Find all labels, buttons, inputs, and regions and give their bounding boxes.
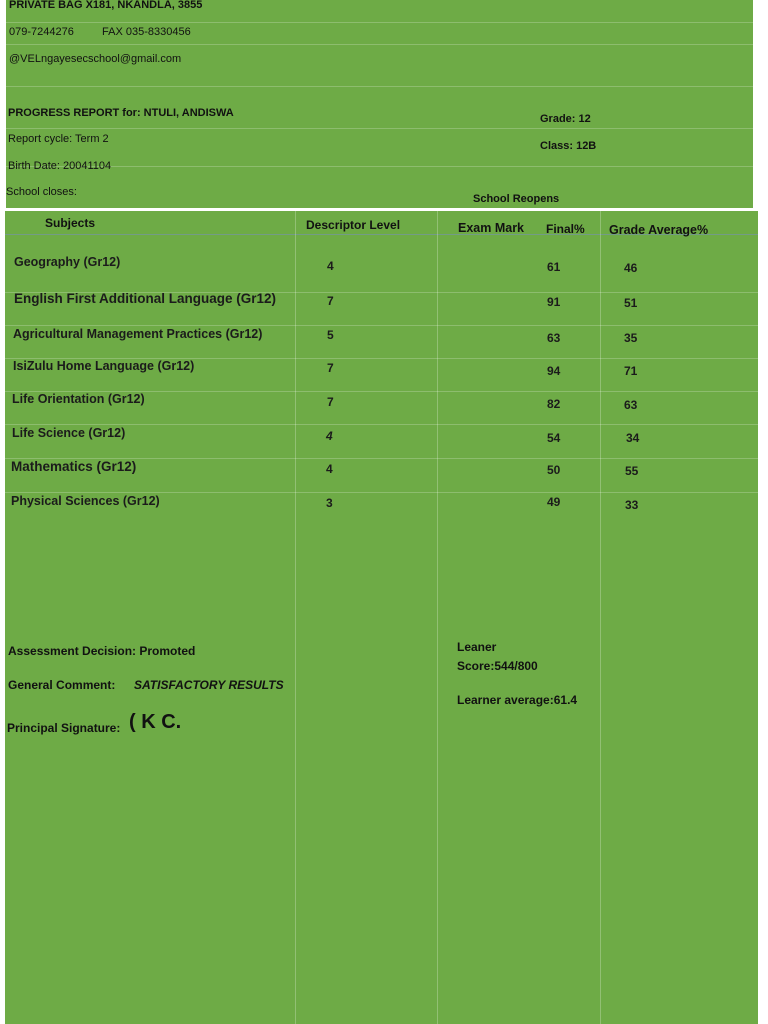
grade-average: 63 [624, 398, 638, 412]
divider [6, 166, 753, 167]
general-comment-label: General Comment: [8, 678, 116, 692]
row-divider [5, 492, 758, 493]
descriptor-level: 7 [327, 294, 334, 308]
descriptor-level: 5 [327, 328, 334, 342]
grade-average: 35 [624, 331, 638, 345]
final-percent: 91 [547, 295, 561, 309]
subject-name: Life Orientation (Gr12) [12, 392, 145, 406]
learner-score-label: Leaner [457, 640, 497, 654]
principal-signature: ( K C. [129, 711, 182, 733]
class-label: Class: 12B [540, 140, 597, 152]
report-header [6, 0, 753, 208]
divider [6, 22, 753, 23]
grade-average: 55 [625, 464, 639, 478]
final-percent: 61 [547, 260, 561, 274]
descriptor-level: 3 [326, 496, 333, 510]
header-final: Final% [546, 222, 585, 236]
divider [6, 86, 753, 87]
descriptor-level: 4 [326, 429, 333, 443]
grade-label: Grade: 12 [540, 113, 591, 125]
header-descriptor-level: Descriptor Level [306, 218, 401, 232]
descriptor-level: 7 [327, 361, 334, 375]
school-reopens: School Reopens [473, 193, 560, 205]
results-table [5, 211, 758, 1024]
subject-name: Agricultural Management Practices (Gr12) [13, 327, 263, 341]
learner-average: Learner average:61.4 [457, 693, 578, 707]
subject-name: IsiZulu Home Language (Gr12) [13, 359, 195, 373]
school-closes: School closes: [6, 186, 77, 198]
divider [6, 128, 753, 129]
grade-average: 34 [626, 431, 640, 445]
final-percent: 54 [547, 431, 561, 445]
school-email[interactable]: @VELngayesecschool@gmail.com [9, 53, 182, 65]
final-percent: 63 [547, 331, 561, 345]
column-divider [437, 211, 438, 1024]
subject-name: Geography (Gr12) [14, 255, 121, 269]
principal-signature-label: Principal Signature: [7, 721, 121, 735]
descriptor-level: 4 [327, 259, 334, 273]
column-divider [295, 211, 296, 1024]
subject-name: Physical Sciences (Gr12) [11, 494, 160, 508]
subject-name: Life Science (Gr12) [12, 426, 126, 440]
progress-report-title: PROGRESS REPORT for: NTULI, ANDISWA [8, 107, 234, 119]
grade-average: 33 [625, 498, 639, 512]
general-comment-value: SATISFACTORY RESULTS [134, 678, 284, 692]
descriptor-level: 7 [327, 395, 334, 409]
school-fax: FAX 035-8330456 [102, 26, 191, 38]
header-subjects: Subjects [45, 216, 96, 230]
header-grade-average: Grade Average% [609, 223, 709, 237]
divider [6, 44, 753, 45]
grade-average: 46 [624, 261, 638, 275]
school-phone: 079-7244276 [9, 26, 74, 38]
report-cycle: Report cycle: Term 2 [8, 133, 109, 145]
subject-name: English First Additional Language (Gr12) [14, 291, 277, 306]
grade-average: 51 [624, 296, 638, 310]
row-divider [5, 325, 758, 326]
final-percent: 49 [547, 495, 561, 509]
learner-score: Score:544/800 [457, 659, 538, 673]
header-exam-mark: Exam Mark [458, 221, 525, 235]
grade-average: 71 [624, 364, 638, 378]
final-percent: 94 [547, 364, 561, 378]
row-divider [5, 424, 758, 425]
assessment-decision: Assessment Decision: Promoted [8, 644, 196, 658]
column-divider [600, 211, 601, 1024]
final-percent: 82 [547, 397, 561, 411]
descriptor-level: 4 [326, 462, 333, 476]
school-address: PRIVATE BAG X181, NKANDLA, 3855 [9, 0, 203, 11]
subject-name: Mathematics (Gr12) [11, 459, 137, 474]
final-percent: 50 [547, 463, 561, 477]
birth-date: Birth Date: 20041104 [8, 160, 112, 172]
